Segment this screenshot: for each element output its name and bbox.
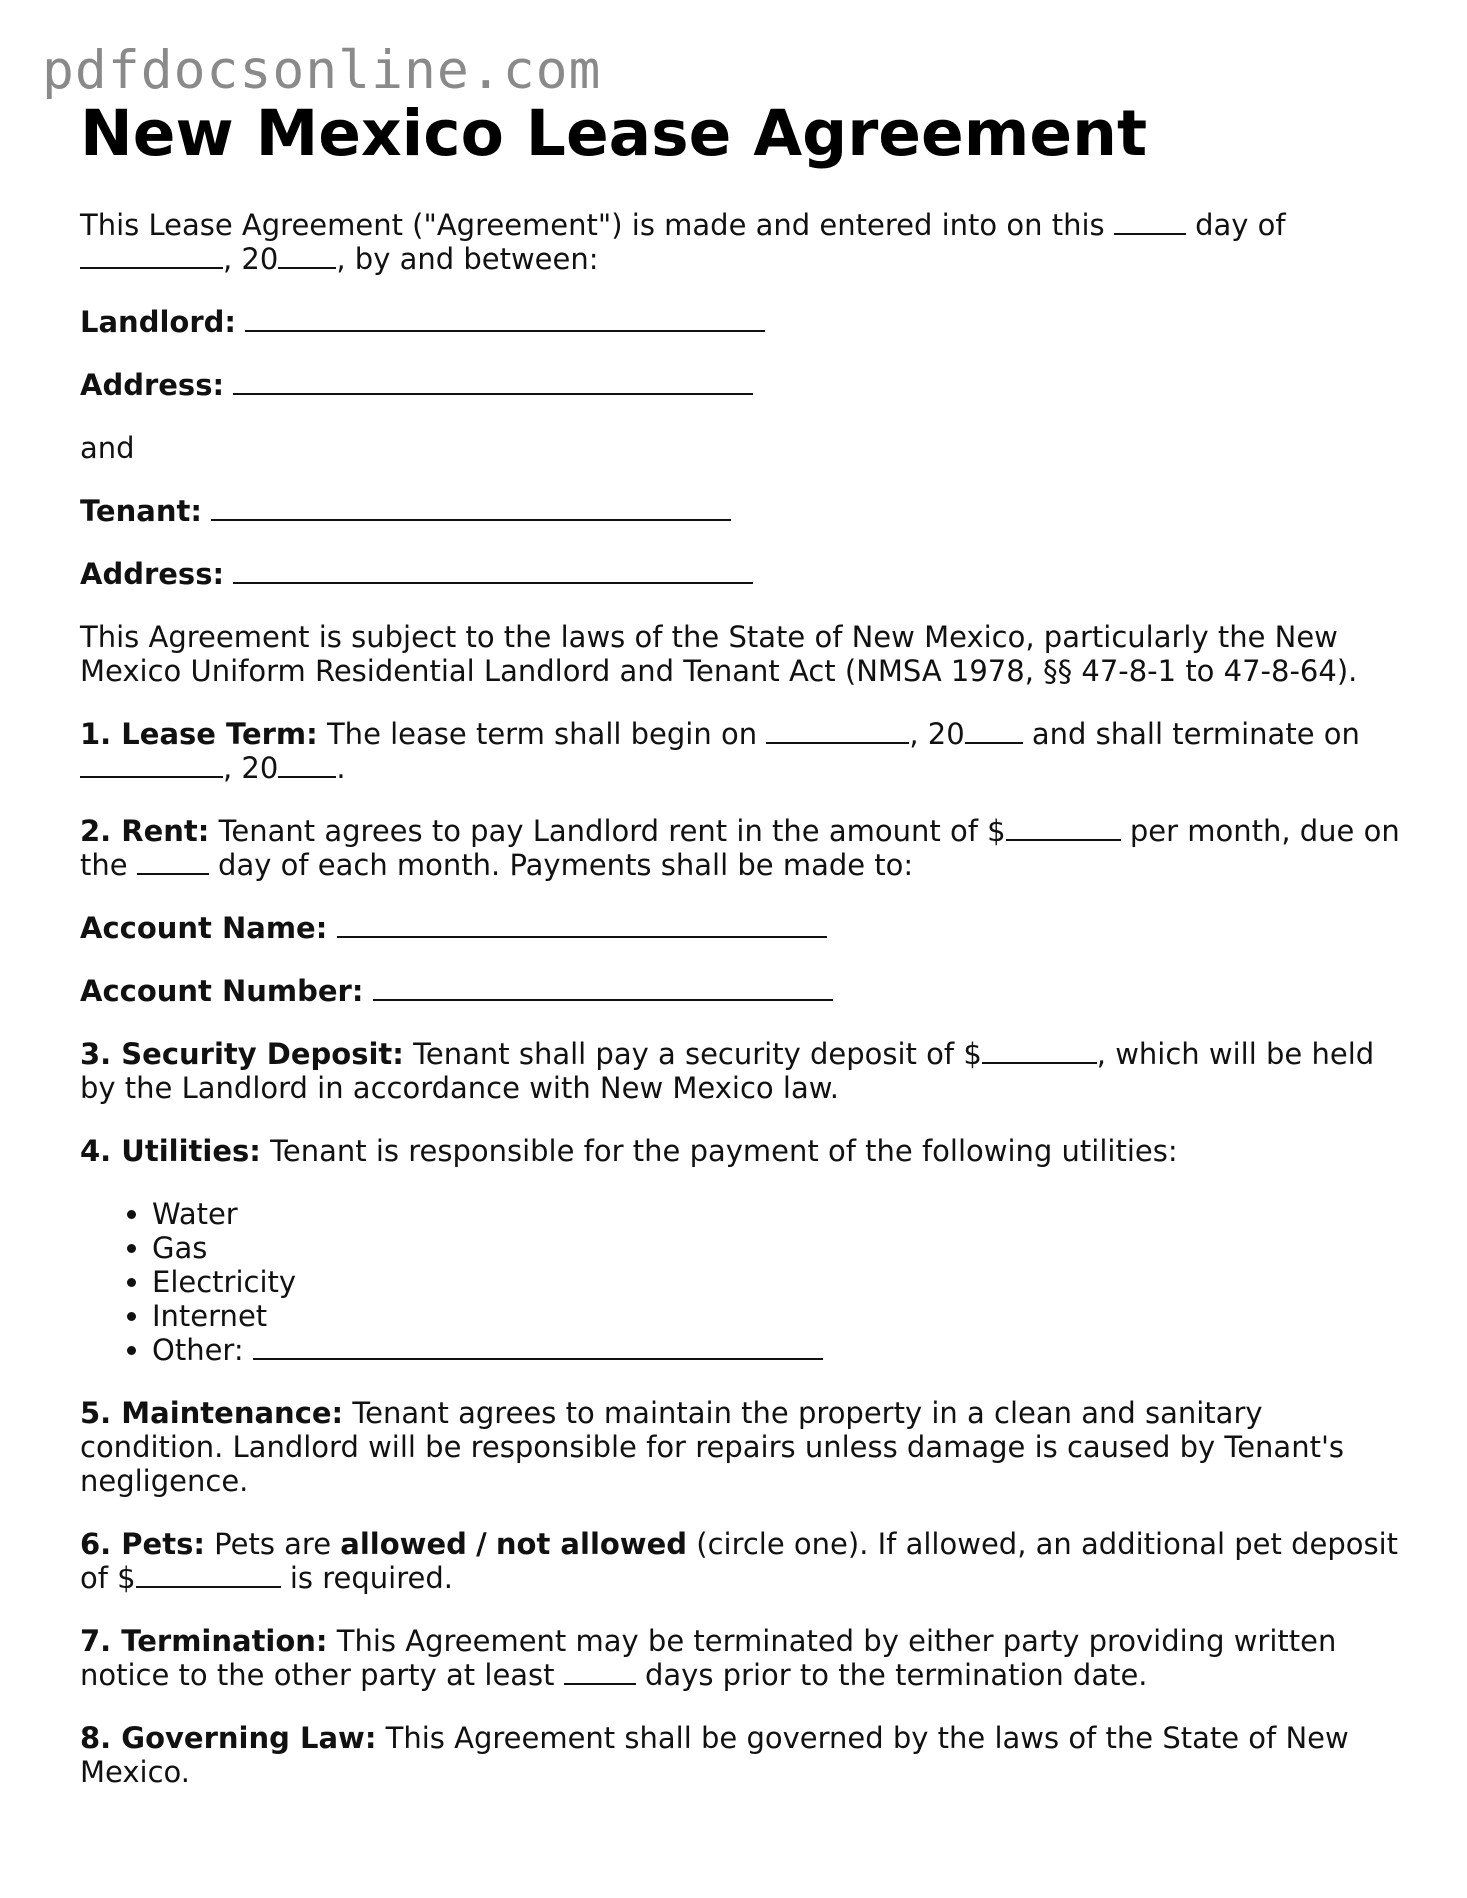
lease-term-text: , 20 <box>223 751 279 786</box>
rent-amount-blank[interactable] <box>1006 815 1121 841</box>
intro-text-4: , by and between: <box>336 242 599 277</box>
year-blank[interactable] <box>278 243 336 269</box>
lease-start-blank[interactable] <box>766 718 909 744</box>
rent-text: day of each month. Payments shall be made to: <box>218 848 914 883</box>
list-item: • Internet <box>152 1299 1400 1333</box>
section-termination <box>80 1624 1400 1692</box>
month-blank[interactable] <box>80 243 223 269</box>
intro-paragraph <box>80 208 1400 276</box>
intro-text-1: This Lease Agreement ("Agreement") is made and entered into on this <box>80 208 1105 243</box>
other-utility-label: Other: <box>152 1333 244 1368</box>
rent-due-day-blank[interactable] <box>137 849 209 875</box>
lease-end-blank[interactable] <box>80 752 223 778</box>
tenant-address-label: Address: <box>80 557 225 592</box>
pets-text: (circle one). If allowed, an additional pet deposit of $ <box>80 1527 1399 1596</box>
security-deposit-blank[interactable] <box>982 1038 1097 1064</box>
utilities-heading: 4. Utilities: <box>80 1134 261 1169</box>
tenant-address-field <box>80 557 1400 591</box>
termination-heading: 7. Termination: <box>80 1624 328 1659</box>
governing-law-text: This Agreement shall be governed by the laws of the State of New Mexico. <box>80 1721 1349 1790</box>
section-utilities <box>80 1134 1400 1168</box>
document-body <box>80 98 1400 1818</box>
pets-text: is required. <box>289 1561 453 1596</box>
pets-text: Pets are <box>214 1527 332 1562</box>
account-number-label: Account Number: <box>80 974 364 1009</box>
utilities-text: Tenant is responsible for the payment of the following utilities: <box>270 1134 1178 1169</box>
landlord-label: Landlord: <box>80 305 236 340</box>
section-lease-term <box>80 717 1400 785</box>
section-governing-law <box>80 1721 1400 1789</box>
lease-term-text: The lease term shall begin on <box>326 717 758 752</box>
section-pets <box>80 1527 1400 1595</box>
account-name-blank[interactable] <box>337 912 827 938</box>
tenant-address-blank[interactable] <box>233 558 753 584</box>
security-deposit-text: Tenant shall pay a security deposit of $ <box>413 1037 982 1072</box>
landlord-address-blank[interactable] <box>233 369 753 395</box>
utilities-list <box>80 1197 1400 1367</box>
governing-law-heading: 8. Governing Law: <box>80 1721 377 1756</box>
notice-days-blank[interactable] <box>564 1659 636 1685</box>
termination-text: This Agreement may be terminated by either party providing written notice to the other party at least <box>80 1624 1337 1693</box>
security-deposit-text: , which will be held by the Landlord in accordance with New Mexico law. <box>80 1037 1375 1106</box>
landlord-address-label: Address: <box>80 368 225 403</box>
account-number-field <box>80 974 1400 1008</box>
rent-heading: 2. Rent: <box>80 814 210 849</box>
intro-text-2: day of <box>1195 208 1286 243</box>
landlord-field <box>80 305 1400 339</box>
rent-text: Tenant agrees to pay Landlord rent in the amount of $ <box>218 814 1006 849</box>
maintenance-text: Tenant agrees to maintain the property in a clean and sanitary condition. Landlord will be responsible for repairs unless damage is caused by Tenant's negligence. <box>80 1396 1345 1499</box>
pets-heading: 6. Pets: <box>80 1527 205 1562</box>
pets-not-allowed-option[interactable]: not allowed <box>495 1527 688 1562</box>
law-statement: This Agreement is subject to the laws of the State of New Mexico, particularly the New Mexico Uniform Residential Landlord and Tenant Act (NMSA 1978, §§ 47-8-1 to 47-8-64). <box>80 620 1358 689</box>
tenant-field <box>80 494 1400 528</box>
lease-start-year-blank[interactable] <box>965 718 1023 744</box>
landlord-blank[interactable] <box>245 306 765 332</box>
section-security-deposit <box>80 1037 1400 1105</box>
and-text: and <box>80 431 135 466</box>
security-deposit-heading: 3. Security Deposit: <box>80 1037 404 1072</box>
list-item: • Gas <box>152 1231 1400 1265</box>
lease-term-text: , 20 <box>909 717 965 752</box>
lease-term-text: . <box>336 751 346 786</box>
account-name-field <box>80 911 1400 945</box>
lease-end-year-blank[interactable] <box>278 752 336 778</box>
list-item: • Water <box>152 1197 1400 1231</box>
tenant-label: Tenant: <box>80 494 202 529</box>
day-blank[interactable] <box>1114 209 1186 235</box>
pet-deposit-blank[interactable] <box>136 1562 281 1588</box>
list-item: • Electricity <box>152 1265 1400 1299</box>
account-name-label: Account Name: <box>80 911 328 946</box>
lease-term-heading: 1. Lease Term: <box>80 717 318 752</box>
section-rent <box>80 814 1400 882</box>
termination-text: days prior to the termination date. <box>644 1658 1148 1693</box>
account-number-blank[interactable] <box>373 975 833 1001</box>
intro-text-3: , 20 <box>223 242 279 277</box>
maintenance-heading: 5. Maintenance: <box>80 1396 344 1431</box>
other-utility-blank[interactable] <box>253 1334 823 1360</box>
page-title: New Mexico Lease Agreement <box>80 97 1148 170</box>
landlord-address-field <box>80 368 1400 402</box>
section-maintenance <box>80 1396 1400 1498</box>
watermark: pdfdocsonline.com <box>42 40 602 101</box>
lease-term-text: and shall terminate on <box>1031 717 1360 752</box>
pets-slash: / <box>476 1527 487 1562</box>
rent-text: per month, due on the <box>80 814 1400 883</box>
list-item <box>152 1333 1400 1367</box>
pets-allowed-option[interactable]: allowed <box>340 1527 467 1562</box>
tenant-blank[interactable] <box>211 495 731 521</box>
